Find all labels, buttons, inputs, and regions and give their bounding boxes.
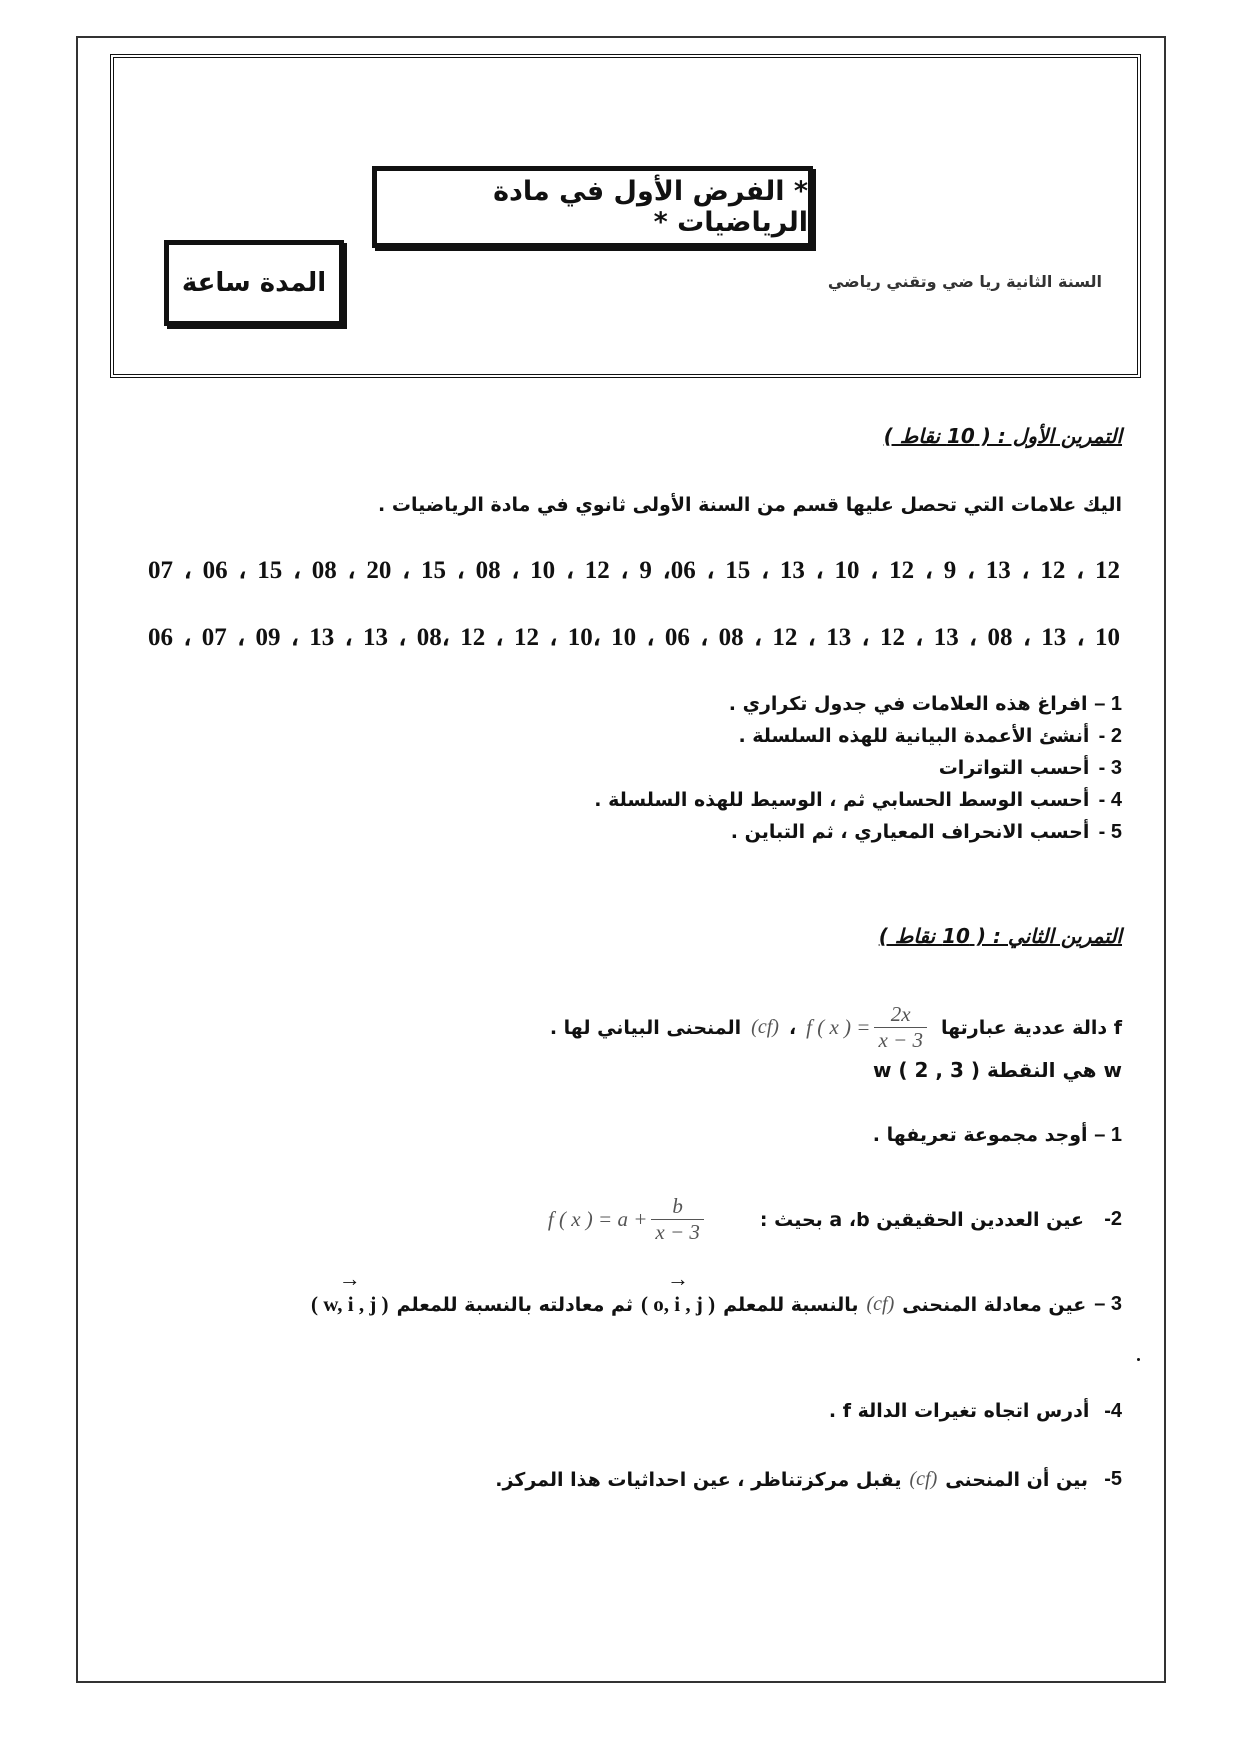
exercise1-question-5 [731,821,1122,844]
question-text: أوجد مجموعة تعريفها . [872,1124,1088,1146]
q2-formula [548,1194,708,1245]
exercise1-question-1 [729,693,1122,716]
question-number: 4 - [1098,789,1122,811]
function-intro: f دالة عددية عبارتها [940,1016,1122,1039]
exercise2-question-1 [873,1124,1122,1147]
question-number: 1 – [1094,693,1122,715]
exercise2-question-4 [829,1400,1122,1423]
fraction-numerator: b [651,1194,704,1220]
question-text: عين العددين الحقيقين a ،b بحيث : [759,1208,1084,1231]
frame-o-i-j: → ( o, i , j ) [641,1292,715,1317]
exercise1-question-3 [939,757,1122,780]
question-number: 5- [1104,1468,1122,1490]
question-text: افراغ هذه العلامات في جدول تكراري . [728,693,1088,715]
function-formula [806,1002,931,1053]
marks-line-1: 07 ، 06 ، 15 ، 08 ، 20 ، 15 ، 08 ، 10 ، 12 ، 9 ،06 ، 15 ، 13 ، 10 ، 12 ، 9 ، 13 ، 12 ، 12 [148,557,1120,584]
question-number: 3 - [1098,757,1122,779]
class-level: السنة الثانية ريا ضي وتقني رياضي [827,272,1102,291]
question-number: 2- [1104,1208,1122,1230]
fraction-denominator: x − 3 [655,1220,700,1244]
q2-lhs: f ( x ) = a + [547,1207,648,1231]
question-text: يقبل مركزتناظر ، عين احداثيات هذا المركز. [495,1468,902,1491]
exercise1-question-2 [738,725,1122,748]
question-text: بين أن المنحنى [945,1468,1088,1491]
curve-symbol: (cf) [751,1016,779,1038]
fraction-denominator: x − 3 [878,1028,923,1052]
curve-description: المنحنى البياني لها . [549,1016,742,1039]
exercise2-question-2 [548,1194,1122,1245]
exercise1-intro: اليك علامات التي تحصل عليها قسم من السنة الأولى ثانوي في مادة الرياضيات . [378,494,1122,516]
q2-fraction [651,1194,704,1245]
question-text: أدرس اتجاه تغيرات الدالة f . [828,1400,1090,1422]
question-text: ثم معادلته بالنسبة للمعلم [396,1293,634,1316]
question-number: 1 – [1094,1124,1122,1146]
question-number: 4- [1104,1400,1122,1422]
question-number: 5 - [1098,821,1122,843]
exam-title: * الفرض الأول في مادة الرياضيات * [372,166,813,248]
function-definition [550,1002,1122,1053]
comma-separator: ، [788,1016,797,1039]
curve-symbol: (cf) [909,1468,938,1490]
question-text: أحسب التواترات [938,757,1090,779]
exam-duration: المدة ساعة [164,240,344,326]
exercise2-question-5 [495,1468,1122,1491]
frame-w-i-j: → ( w, i , j ) [311,1292,389,1317]
fraction-numerator: 2x [874,1002,927,1028]
marks-line-2: 06 ، 07 ، 09 ، 13 ، 13 ، 08، 12 ، 12 ، 10، 10 ، 06 ، 08 ، 12 ، 13 ، 12 ، 13 ، 08 ، 13 ، 10 [148,624,1120,651]
question-number: 3 – [1094,1293,1122,1315]
stray-dot [1137,1358,1140,1361]
question-text: بالنسبة للمعلم [723,1293,859,1316]
exercise2-question-3 [311,1292,1122,1317]
function-lhs: f ( x ) = [806,1015,871,1039]
question-number: 2 - [1098,725,1122,747]
question-text: أنشئ الأعمدة البيانية للهذه السلسلة . [738,725,1090,747]
function-fraction [874,1002,927,1053]
curve-symbol: (cf) [866,1293,895,1315]
question-text: أحسب الوسط الحسابي ثم ، الوسيط للهذه السلسلة . [594,789,1090,811]
question-text: أحسب الانحراف المعياري ، ثم التباين . [730,821,1090,843]
point-w-definition: w هي النقطة ( 3 , 2 ) w [872,1058,1122,1082]
exercise1-question-4 [594,789,1122,812]
exercise2-heading: التمرين الثاني : ( 10 نقاط ) [878,924,1122,948]
question-text: عين معادلة المنحنى [902,1293,1087,1316]
exercise1-heading: التمرين الأول : ( 10 نقاط ) [883,424,1122,448]
